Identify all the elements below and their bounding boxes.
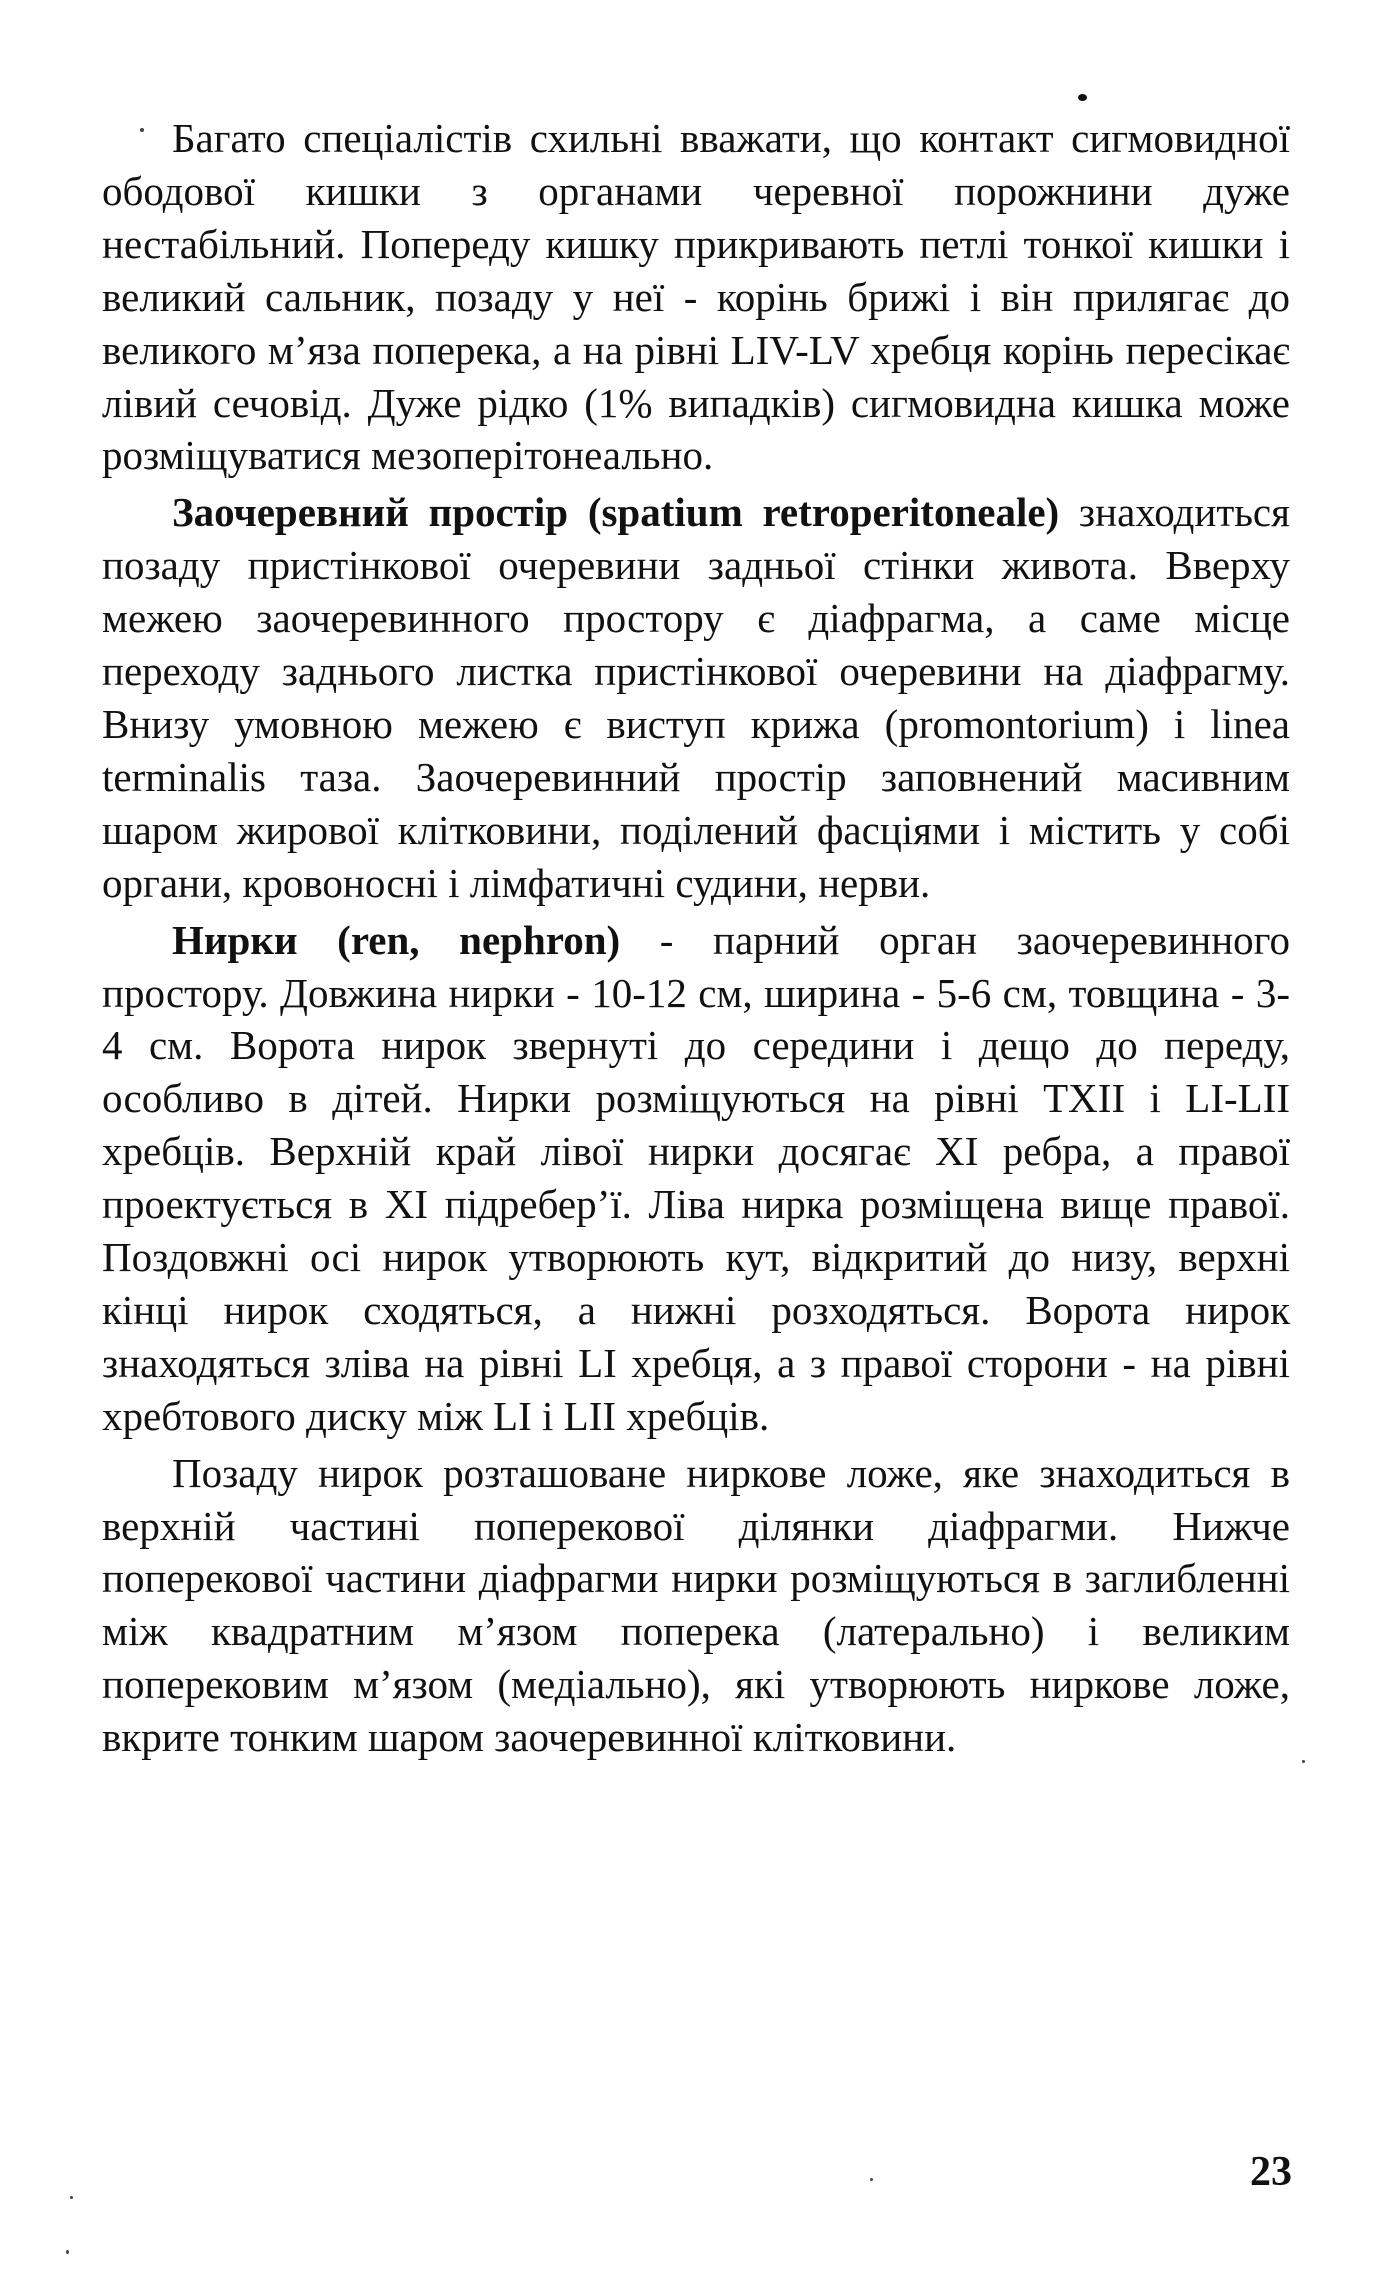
- paragraph-kidneys: [102, 914, 1290, 1443]
- term-kidneys: Нирки (ren, nephron): [172, 916, 621, 963]
- paragraph-kidney-bed: [102, 1447, 1290, 1764]
- paragraph-text: знаходиться позаду пристінкової очеревини задньої стінки живота. Вверху межею заочеревинного простору є діафрагма, а саме місце переходу заднього листка пристінкової очеревини на діафрагму. Внизу умовною межею є виступ крижа (promontorium) і linea terminalis таза. Заочеревинний простір заповнений масивним шаром жирової клітковини, поділений фасціями і містить у собі органи, кровоносні і лімфатичні судини, нерви.: [102, 489, 1290, 906]
- paragraph-text: Позаду нирок розташоване ниркове ложе, яке знаходиться в верхній частині поперекової ділянки діафрагми. Нижче поперекової частини діафрагми нирки розміщуються в заглибленні між квадратним м’язом поперека (латерально) і великим поперековим м’язом (медіально), які утворюють ниркове ложе, вкрите тонким шаром заочеревинної клітковини.: [102, 1449, 1290, 1761]
- paragraph-text: - парний орган заочеревинного простору. Довжина нирки - 10-12 см, ширина - 5-6 см, товщина - 3-4 см. Ворота нирок звернуті до середини і дещо до переду, особливо в дітей. Нирки розміщуються на рівні ТXII і LI-LII хребців. Верхній край лівої нирки досягає XI ребра, а правої проектується в XI підребер’ї. Ліва нирка розміщена вище правої. Поздовжні осі нирок утворюють кут, відкритий до низу, верхні кінці нирок сходяться, а нижні розходяться. Ворота нирок знаходяться зліва на рівні LI хребця, а з правої сторони - на рівні хребтового диску між LI і LII хребців.: [102, 916, 1290, 1439]
- scan-speck: [870, 2178, 873, 2181]
- paragraph-sigmoid-colon: [102, 112, 1290, 482]
- scan-speck: [140, 128, 144, 132]
- page-number: 23: [1250, 2149, 1292, 2195]
- paragraph-retroperitoneal-space: [102, 486, 1290, 909]
- scan-speck: [70, 2196, 73, 2199]
- paragraph-text: Багато спеціалістів схильні вважати, що контакт сигмовидної ободової кишки з органами черевної порожнини дуже нестабільний. Попереду кишку прикривають петлі тонкої кишки і великий сальник, позаду у неї - корінь брижі і він прилягає до великого м’яза поперека, а на рівні LIV-LV хребця корінь пересікає лівий сечовід. Дуже рідко (1% випадків) сигмовидна кишка може розміщуватися мезоперітонеально.: [102, 115, 1290, 479]
- scan-speck: [1078, 94, 1087, 101]
- scan-speck: [1302, 1760, 1305, 1763]
- body-text: [102, 112, 1290, 1764]
- scan-speck: [66, 2250, 69, 2254]
- term-retroperitoneal-space: Заочеревний простір (spatium retroperitoneale): [172, 489, 1060, 536]
